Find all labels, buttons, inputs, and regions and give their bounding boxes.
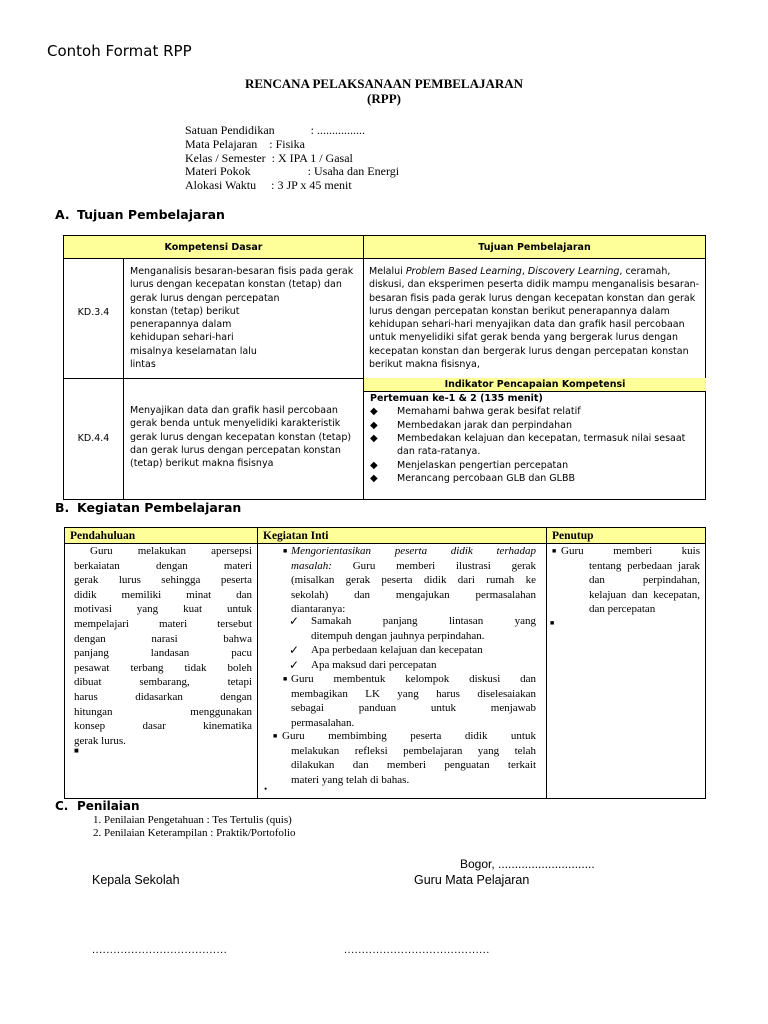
text-fragment: Guru memberi ilustrasi gerak bbox=[331, 559, 536, 572]
text-line: konsep dasar kinematika bbox=[74, 720, 252, 733]
check-icon: ✓ bbox=[289, 614, 300, 628]
text-line: membagikan LK yang harus diselesaiakan bbox=[291, 687, 536, 700]
guru-mata-pelajaran-label: Guru Mata Pelajaran bbox=[414, 873, 530, 887]
column-divider bbox=[546, 528, 547, 798]
ipk-item bbox=[370, 459, 568, 472]
section-b-heading bbox=[55, 500, 241, 515]
tujuan-table bbox=[63, 235, 706, 500]
text-line: dan gerak lurus dengan percepatan konstan bbox=[130, 444, 341, 456]
text-line bbox=[369, 265, 704, 278]
square-bullet-icon: ■ bbox=[550, 619, 555, 627]
square-bullet-icon: ■ bbox=[283, 675, 288, 683]
text-fragment: masalah: bbox=[291, 559, 332, 572]
text-line: Guru membimbing peserta didik untuk bbox=[282, 730, 536, 742]
column-divider bbox=[123, 259, 124, 499]
text-fragment: Discovery Learning bbox=[527, 266, 620, 277]
text-line: harus didasarkan dengan bbox=[74, 690, 252, 703]
text-line: lintas bbox=[130, 359, 156, 371]
ipk-item-text: dan rata-ratanya. bbox=[397, 446, 481, 457]
header-tujuan-pembelajaran: Tujuan Pembelajaran bbox=[364, 236, 705, 259]
text-line: dan percepatan bbox=[589, 603, 656, 616]
text-line: (misalkan gerak peserta didik dari rumah ke bbox=[291, 574, 536, 587]
meta-alokasi-waktu: Alokasi Waktu : 3 JP x 45 menit bbox=[185, 178, 352, 192]
text-line: gerak lurus dengan kecepatan konstan (tetap) bbox=[130, 431, 352, 443]
check-icon: ✓ bbox=[289, 643, 300, 657]
text-line: gerak lurus dengan percepatan bbox=[130, 292, 280, 304]
text-line: mempelajari materi tersebut bbox=[74, 617, 252, 630]
text-line: Samakah panjang lintasan yang bbox=[311, 615, 536, 627]
penilaian-list bbox=[93, 814, 296, 840]
rpp-title bbox=[0, 76, 768, 106]
diamond-bullet-icon: ◆ bbox=[370, 433, 378, 444]
text-line: Guru melakukan apersepsi bbox=[90, 545, 252, 557]
text-line: kelajuan dan kecepatan, bbox=[589, 588, 700, 601]
text-line: tentang perbedaan jarak bbox=[589, 559, 700, 572]
text-line: Guru membentuk kelompok diskusi dan bbox=[291, 673, 536, 685]
ipk-item-continued bbox=[370, 445, 480, 458]
text-line: kehidupan sehari-hari bbox=[130, 332, 234, 344]
text-line: Menganalisis besaran-besaran fisis pada gerak bbox=[130, 266, 354, 277]
ipk-item bbox=[370, 472, 575, 485]
diamond-bullet-icon: ◆ bbox=[370, 473, 378, 484]
penutup-text bbox=[561, 544, 700, 617]
header-kompetensi-dasar: Kompetensi Dasar bbox=[64, 236, 364, 259]
check-icon: ✓ bbox=[289, 658, 300, 672]
text-line: Menyajikan data dan grafik hasil percobaan bbox=[130, 405, 338, 416]
kegiatan-table bbox=[64, 527, 706, 799]
column-divider bbox=[257, 528, 258, 798]
kd-code: KD.4.4 bbox=[77, 433, 110, 444]
square-bullet-icon: ■ bbox=[552, 547, 557, 555]
pendahuluan-text bbox=[74, 544, 252, 748]
inti-check-item bbox=[311, 643, 536, 658]
text-fragment: Melalui bbox=[369, 266, 406, 277]
round-bullet-icon: • bbox=[264, 784, 268, 794]
text-line: dengan narasi bahwa bbox=[74, 632, 252, 645]
ipk-meeting: Pertemuan ke-1 & 2 (135 menit) bbox=[370, 393, 543, 404]
header-kegiatan-inti: Kegiatan Inti bbox=[258, 528, 546, 544]
inti-point-1 bbox=[291, 544, 536, 617]
ipk-item-text: Memahami bahwa gerak besifat relatif bbox=[397, 406, 581, 417]
text-line: konstan (tetap) berikut bbox=[130, 305, 240, 317]
text-line: hitungan menggunakan bbox=[74, 705, 252, 718]
text-line: Apa maksud dari percepatan bbox=[311, 659, 437, 671]
diamond-bullet-icon: ◆ bbox=[370, 406, 378, 417]
text-line: Apa perbedaan kelajuan dan kecepatan bbox=[311, 644, 483, 656]
ipk-item bbox=[370, 405, 581, 418]
inti-check-item bbox=[311, 614, 536, 643]
section-b-letter: B. bbox=[55, 500, 70, 515]
inti-check-item bbox=[311, 658, 536, 673]
text-line: ditempuh dengan jauhnya perpindahan. bbox=[311, 629, 485, 642]
text-line: materi yang telah di bahas. bbox=[291, 773, 410, 786]
text-line bbox=[291, 544, 536, 559]
kd-description bbox=[130, 265, 362, 371]
section-a-letter: A. bbox=[55, 207, 70, 222]
kd-description bbox=[130, 404, 362, 470]
text-line: dilakukan dan memberi penguatan terkait bbox=[291, 759, 536, 772]
text-line bbox=[291, 559, 536, 574]
diamond-bullet-icon: ◆ bbox=[370, 420, 378, 431]
meta-satuan-pendidikan: Satuan Pendidikan : ................ bbox=[185, 123, 365, 137]
text-line: besaran fisis pada gerak lurus dengan kecepatan konstan dan gerak bbox=[369, 292, 696, 304]
text-line: motivasi yang kuat untuk bbox=[74, 603, 252, 616]
text-line: dibuat sembarang, tetapi bbox=[74, 676, 252, 689]
penilaian-item: 2. Penilaian Keterampilan : Praktik/Portofolio bbox=[93, 827, 296, 839]
inti-point-2 bbox=[291, 672, 536, 730]
text-fragment: , bbox=[521, 266, 528, 277]
meta-materi-pokok: Materi Pokok : Usaha dan Energi bbox=[185, 164, 400, 178]
text-line: berikut makna fisisnya, bbox=[369, 359, 480, 371]
ipk-item-text: Merancang percobaan GLB dan GLBB bbox=[397, 473, 575, 484]
inti-point-3 bbox=[282, 729, 536, 787]
section-c-letter: C. bbox=[55, 799, 69, 813]
text-line: misalnya keselamatan lalu bbox=[130, 345, 257, 357]
place-date: Bogor, ............................. bbox=[460, 857, 595, 871]
square-bullet-icon: ■ bbox=[273, 732, 278, 740]
rpp-title-line2: (RPP) bbox=[367, 91, 401, 106]
ipk-item bbox=[370, 432, 685, 445]
section-a-heading bbox=[55, 207, 225, 222]
document-label: Contoh Format RPP bbox=[47, 42, 192, 60]
text-line: dan perpindahan, bbox=[589, 574, 700, 587]
header-pendahuluan: Pendahuluan bbox=[65, 528, 257, 544]
rpp-title-line1: RENCANA PELAKSANAAN PEMBELAJARAN bbox=[244, 76, 524, 91]
ipk-item bbox=[370, 419, 572, 432]
ipk-item-text: Menjelaskan pengertian percepatan bbox=[397, 460, 569, 471]
text-line: sebagai panduan untuk menjawab bbox=[291, 702, 536, 715]
guru-signature-line: ......................................... bbox=[344, 944, 490, 956]
kd-code: KD.3.4 bbox=[77, 307, 110, 318]
text-fragment: Problem Based Learning bbox=[405, 266, 522, 277]
text-line: lurus dengan kecepatan konstan (tetap) dan bbox=[130, 279, 342, 291]
text-line: pesawat terbang tidak boleh bbox=[74, 661, 252, 674]
text-fragment: Mengorientasikan peserta didik terhadap bbox=[291, 545, 536, 557]
text-line: kecepatan konstan dan bergerak lurus dengan percepatan konstan bbox=[369, 345, 689, 357]
square-bullet-icon: ■ bbox=[74, 746, 79, 755]
square-bullet-icon: ■ bbox=[283, 547, 288, 555]
text-fragment: , ceramah, bbox=[619, 266, 671, 277]
text-line: penerapannya dalam bbox=[130, 319, 232, 331]
meta-kelas-semester: Kelas / Semester : X IPA 1 / Gasal bbox=[185, 151, 353, 165]
section-c-heading bbox=[55, 799, 140, 813]
text-line: berkaiatan dengan materi bbox=[74, 559, 252, 572]
text-line: melakukan refleksi pembelajaran yang telah bbox=[291, 744, 536, 757]
text-line: gerak lurus sehingga peserta bbox=[74, 574, 252, 587]
section-a-title: Tujuan Pembelajaran bbox=[77, 207, 225, 222]
text-line: permasalahan. bbox=[291, 716, 355, 729]
header-penutup: Penutup bbox=[547, 528, 705, 544]
text-line: kehidupan sehari-hari menyajikan data dan grafik hasil percobaan bbox=[369, 319, 685, 331]
text-line: Guru memberi kuis bbox=[561, 545, 700, 557]
ipk-item-text: Membedakan jarak dan perpindahan bbox=[397, 420, 573, 431]
meta-mata-pelajaran: Mata Pelajaran : Fisika bbox=[185, 137, 305, 151]
text-line: didik memiliki minat dan bbox=[74, 588, 252, 601]
kepala-sekolah-label: Kepala Sekolah bbox=[92, 873, 180, 887]
diamond-bullet-icon: ◆ bbox=[370, 460, 378, 471]
text-line: diantaranya: bbox=[291, 603, 346, 616]
text-line: gerak benda untuk menyelidiki karakteristik bbox=[130, 418, 341, 430]
text-line: gerak lurus. bbox=[74, 734, 126, 747]
text-line: sekolah) dan mengajukan permasalahan bbox=[291, 588, 536, 601]
text-line: diskusi, dan eksperimen peserta didik mampu menganalisis besaran- bbox=[369, 279, 700, 291]
text-line: (tetap) berikut makna fisisnya bbox=[130, 458, 274, 470]
penilaian-item: 1. Penilaian Pengetahuan : Tes Tertulis (quis) bbox=[93, 814, 292, 826]
text-line: lurus dengan percepatan konstan berikut penerapannya dalam bbox=[369, 305, 670, 317]
text-line: panjang landasan pacu bbox=[74, 647, 252, 660]
text-line: untuk menyelidiki sifat gerak benda yang bergerak lurus dengan bbox=[369, 332, 678, 344]
kepala-sekolah-signature-line: ...................................... bbox=[92, 944, 228, 956]
section-b-title: Kegiatan Pembelajaran bbox=[77, 500, 242, 515]
ipk-item-text: Membedakan kelajuan dan kecepatan, termasuk nilai sesaat bbox=[397, 433, 686, 444]
section-c-title: Penilaian bbox=[77, 799, 140, 813]
ipk-header: Indikator Pencapaian Kompetensi bbox=[364, 378, 706, 392]
tujuan-description bbox=[369, 265, 704, 371]
